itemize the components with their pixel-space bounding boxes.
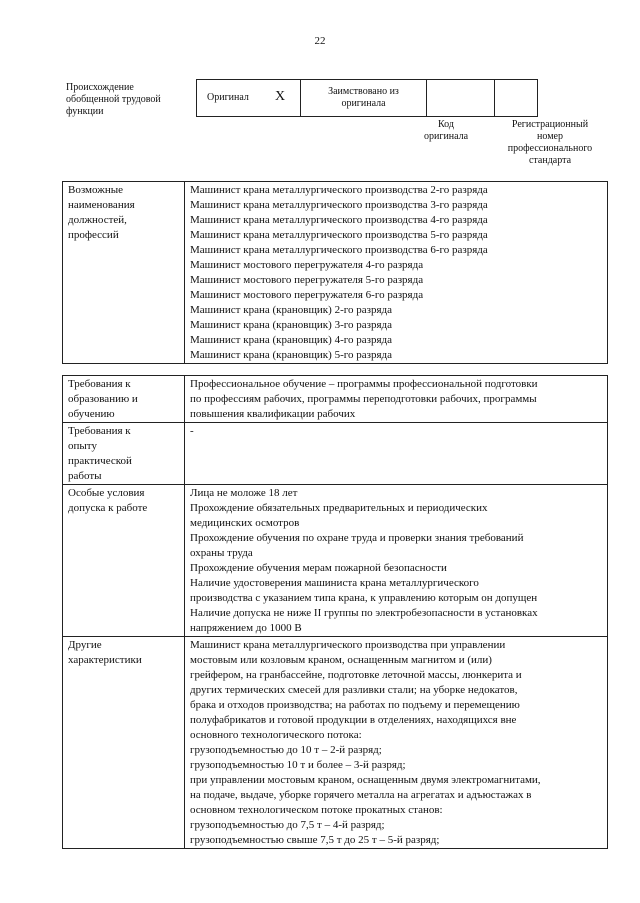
experience-value	[185, 423, 608, 485]
table-row	[63, 485, 608, 637]
education-value-line: повышения квалификации рабочих	[190, 408, 356, 420]
education-label	[63, 376, 185, 423]
position-item: Машинист мостового перегружателя 4-го разряда	[190, 259, 424, 271]
special-conditions-line: Лица не моложе 18 лет	[190, 487, 298, 499]
position-item: Машинист крана (крановщик) 4-го разряда	[190, 334, 392, 346]
origin-label-line: функции	[66, 106, 104, 117]
positions-label-line: Возможные	[68, 184, 123, 196]
experience-value-text: -	[190, 425, 194, 437]
borrowed-label-line: Заимствовано из	[328, 86, 399, 97]
education-label-line: Требования к	[68, 378, 131, 390]
reg-label-line: стандарта	[528, 155, 572, 166]
origin-label-line: обобщенной трудовой	[66, 94, 161, 105]
position-item: Машинист крана металлургического производства 5-го разряда	[190, 229, 488, 241]
original-label: Оригинал	[207, 92, 249, 103]
other-line: грузоподъемностью 10 т и более – 3-й разряд;	[190, 759, 406, 771]
reg-label-line: профессионального	[507, 143, 593, 154]
education-value-line: по профессиям рабочих, программы переподготовки рабочих, программы	[190, 393, 537, 405]
other-line: Машинист крана металлургического производства при управлении	[190, 639, 506, 651]
page-number: 22	[314, 35, 326, 47]
origin-label-line: Происхождение	[66, 82, 134, 93]
original-mark: X	[275, 89, 286, 104]
special-conditions-line: напряжением до 1000 В	[190, 622, 302, 634]
table-row	[63, 423, 608, 485]
other-line: полуфабрикатов и готовой продукции в отделениях, находящихся вне	[190, 714, 517, 726]
experience-label-line: Требования к	[68, 425, 131, 437]
positions-table	[62, 181, 608, 364]
education-value-line: Профессиональное обучение – программы профессиональной подготовки	[190, 378, 538, 390]
position-item: Машинист крана металлургического производства 4-го разряда	[190, 214, 488, 226]
other-line: основного технологического потока:	[190, 729, 362, 741]
position-item: Машинист крана металлургического производства 2-го разряда	[190, 184, 488, 196]
reg-number-cell	[495, 80, 539, 116]
education-label-line: обучению	[68, 408, 115, 420]
special-conditions-line: Наличие удостоверения машиниста крана металлургического	[190, 577, 479, 589]
other-line: брака и отходов производства; на работах по подъему и перемещению	[190, 699, 520, 711]
special-conditions-value	[185, 485, 608, 637]
borrowed-cell	[301, 80, 427, 116]
special-conditions-line: производства с указанием типа крана, к управлению которым он допущен	[190, 592, 538, 604]
special-conditions-line: Прохождение обучения по охране труда и проверки знания требований	[190, 532, 524, 544]
other-line: мостовым или козловым краном, оснащенным магнитом и (или)	[190, 654, 492, 666]
table-row	[63, 637, 608, 849]
other-characteristics-value	[185, 637, 608, 849]
requirements-table	[62, 375, 608, 849]
original-cell	[197, 80, 301, 116]
other-line: других термических смесей для разливки стали; на уборке недокатов,	[190, 684, 518, 696]
borrowed-label-line: оригинала	[341, 98, 386, 109]
positions-label-line: профессий	[68, 229, 119, 241]
code-cell	[427, 80, 495, 116]
special-conditions-label	[63, 485, 185, 637]
borrowed-label	[301, 86, 426, 110]
position-item: Машинист мостового перегружателя 5-го разряда	[190, 274, 424, 286]
experience-label	[63, 423, 185, 485]
experience-label-line: практической	[68, 455, 132, 467]
special-conditions-line: Наличие допуска не ниже II группы по электробезопасности в установках	[190, 607, 538, 619]
origin-label	[66, 82, 186, 118]
special-conditions-label-line: допуска к работе	[68, 502, 148, 514]
code-label	[424, 119, 468, 143]
reg-label-line: номер	[537, 131, 563, 142]
experience-label-line: работы	[68, 470, 102, 482]
other-line: грузоподъемностью свыше 7,5 т до 25 т – 5-й разряд;	[190, 834, 440, 846]
position-item: Машинист крана (крановщик) 3-го разряда	[190, 319, 392, 331]
other-line: на подаче, выдаче, уборке горячего металла на агрегатах и адъюстажах в	[190, 789, 532, 801]
other-label-line: Другие	[68, 639, 102, 651]
position-item: Машинист крана металлургического производства 3-го разряда	[190, 199, 488, 211]
reg-label-line: Регистрационный	[511, 119, 589, 130]
special-conditions-label-line: Особые условия	[68, 487, 145, 499]
positions-label-line: должностей,	[68, 214, 127, 226]
position-item: Машинист мостового перегружателя 6-го разряда	[190, 289, 424, 301]
special-conditions-line: Прохождение обязательных предварительных и периодических	[190, 502, 488, 514]
education-label-line: образованию и	[68, 393, 138, 405]
other-line: основном технологическом потоке прокатных станов:	[190, 804, 443, 816]
reg-number-label	[500, 119, 600, 167]
other-line: грейфером, на гранбассейне, подготовке леточной массы, люнкерита и	[190, 669, 522, 681]
table-row	[63, 182, 608, 364]
position-item: Машинист крана (крановщик) 5-го разряда	[190, 349, 392, 361]
code-label-line: Код	[438, 119, 454, 130]
education-value	[185, 376, 608, 423]
positions-label	[63, 182, 185, 364]
other-line: грузоподъемностью до 7,5 т – 4-й разряд;	[190, 819, 385, 831]
experience-label-line: опыту	[68, 440, 97, 452]
position-item: Машинист крана (крановщик) 2-го разряда	[190, 304, 392, 316]
origin-box	[196, 79, 538, 117]
code-label-line: оригинала	[424, 131, 469, 142]
table-row	[63, 376, 608, 423]
special-conditions-line: Прохождение обучения мерам пожарной безопасности	[190, 562, 447, 574]
position-item: Машинист крана металлургического производства 6-го разряда	[190, 244, 488, 256]
other-line: при управлении мостовым краном, оснащенным двумя электромагнитами,	[190, 774, 541, 786]
special-conditions-line: охраны труда	[190, 547, 253, 559]
other-characteristics-label	[63, 637, 185, 849]
positions-label-line: наименования	[68, 199, 135, 211]
positions-list	[185, 182, 608, 364]
other-line: грузоподъемностью до 10 т – 2-й разряд;	[190, 744, 382, 756]
other-label-line: характеристики	[68, 654, 142, 666]
special-conditions-line: медицинских осмотров	[190, 517, 300, 529]
